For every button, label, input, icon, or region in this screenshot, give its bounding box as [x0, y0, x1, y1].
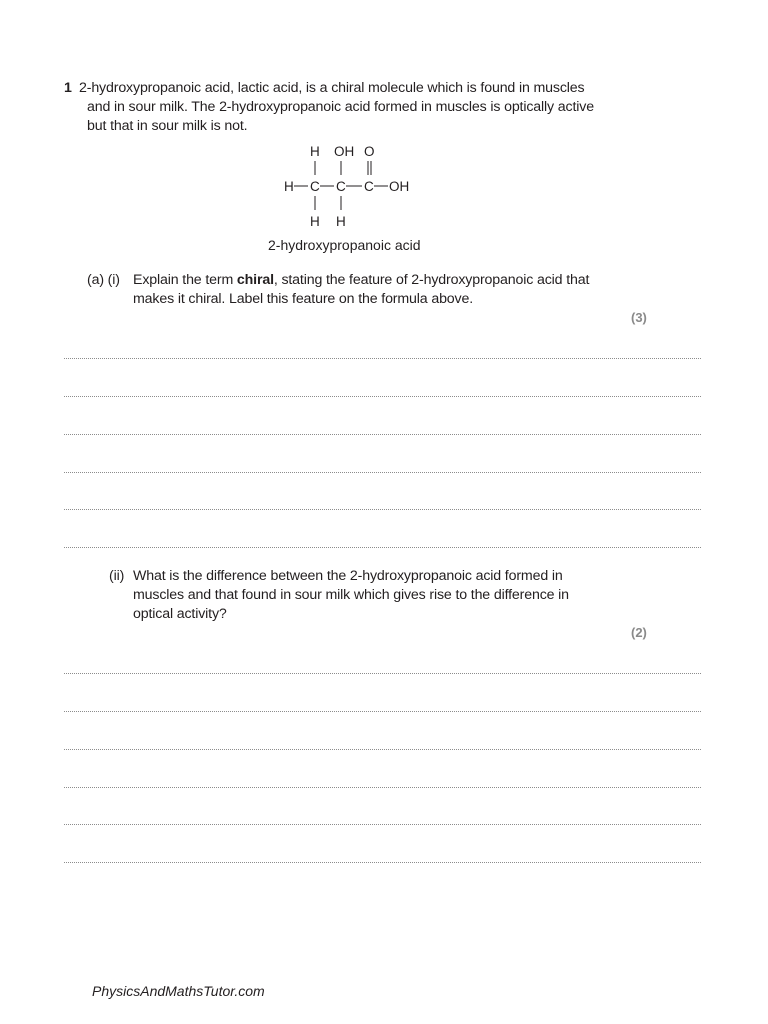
- marks-a-ii: (2): [631, 625, 647, 640]
- atom-bottom-h-1: H: [310, 214, 320, 229]
- marks-a-i: (3): [631, 310, 647, 325]
- atom-c3: C: [364, 179, 374, 194]
- answer-line[interactable]: [64, 824, 701, 825]
- atom-c2: C: [336, 179, 346, 194]
- intro-line-2: and in sour milk. The 2-hydroxypropanoic acid formed in muscles is optically active: [87, 99, 594, 115]
- atom-top-oh: OH: [334, 144, 355, 159]
- answer-line[interactable]: [64, 673, 701, 674]
- part-a-ii-label: (ii): [109, 568, 125, 584]
- structure-caption: 2-hydroxypropanoic acid: [268, 237, 421, 253]
- intro-line-3: but that in sour milk is not.: [87, 118, 248, 134]
- part-a-i-line-1: [133, 271, 589, 290]
- answer-line[interactable]: [64, 509, 701, 510]
- footer-site-name: PhysicsAndMathsTutor.com: [92, 983, 265, 999]
- answer-line[interactable]: [64, 547, 701, 548]
- atom-top-h: H: [310, 144, 320, 159]
- part-a-i-text-before: Explain the term: [133, 272, 237, 288]
- atom-bottom-h-2: H: [336, 214, 346, 229]
- answer-line[interactable]: [64, 434, 701, 435]
- question-number: 1: [64, 80, 72, 96]
- answer-line[interactable]: [64, 358, 701, 359]
- part-a-ii-line-2: muscles and that found in sour milk which gives rise to the difference in: [133, 587, 569, 603]
- answer-line[interactable]: [64, 862, 701, 863]
- part-a-ii-line-1: What is the difference between the 2-hydroxypropanoic acid formed in: [133, 568, 563, 584]
- part-a-ii-line-3: optical activity?: [133, 606, 227, 622]
- answer-line[interactable]: [64, 711, 701, 712]
- answer-line[interactable]: [64, 472, 701, 473]
- atom-mid-oh: OH: [389, 179, 410, 194]
- answer-line[interactable]: [64, 749, 701, 750]
- term-chiral: chiral: [236, 272, 274, 288]
- part-a-i-label: (a) (i): [87, 272, 120, 288]
- structural-formula: [270, 138, 430, 233]
- answer-line[interactable]: [64, 787, 701, 788]
- part-a-i-line-2: makes it chiral. Label this feature on the formula above.: [133, 291, 474, 307]
- atom-c1: C: [310, 179, 320, 194]
- atom-mid-h: H: [284, 179, 294, 194]
- part-a-i-text-after: , stating the feature of 2-hydroxypropanoic acid that: [273, 272, 590, 288]
- answer-line[interactable]: [64, 396, 701, 397]
- atom-top-o: O: [364, 144, 375, 159]
- intro-line-1: 2-hydroxypropanoic acid, lactic acid, is a chiral molecule which is found in muscles: [79, 80, 585, 96]
